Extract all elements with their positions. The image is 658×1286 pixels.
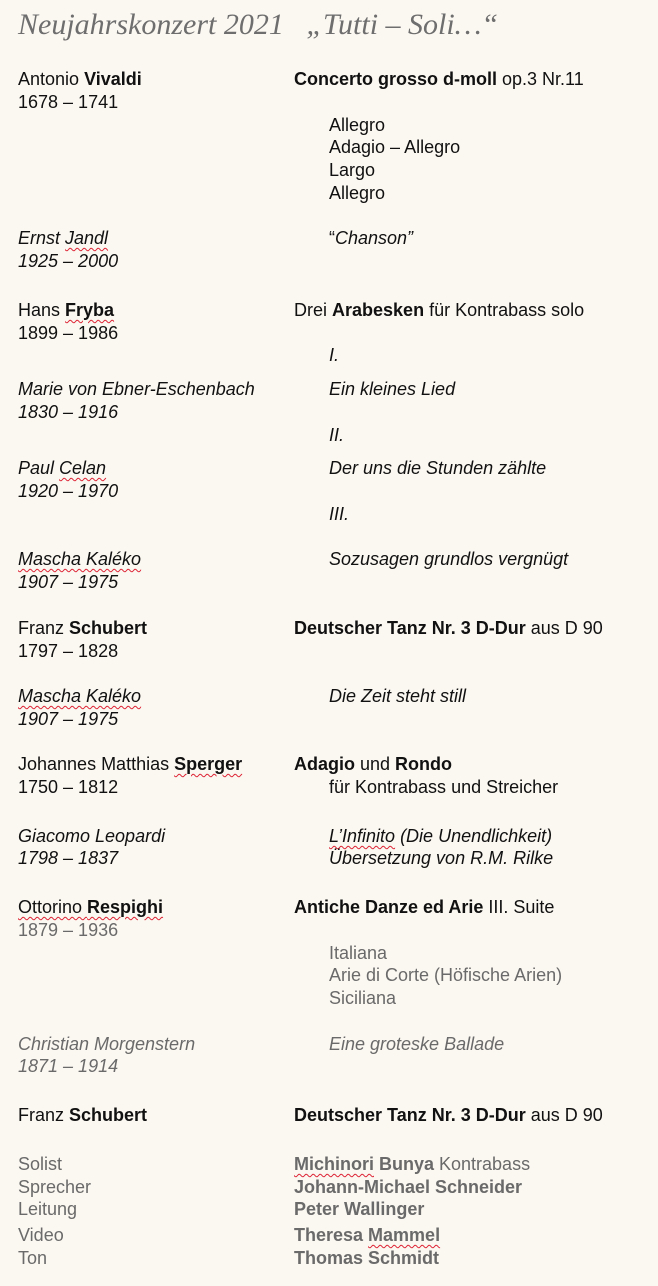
credit-label-leitung: Leitung xyxy=(18,1199,78,1219)
credit-label-video: Video xyxy=(18,1225,64,1245)
movement: Allegro xyxy=(329,115,386,135)
poem-translation: Übersetzung von R.M. Rilke xyxy=(329,848,554,868)
poem-groteske-ballade: Eine groteske Ballade xyxy=(329,1034,505,1054)
poet-leopardi-dates: 1798 – 1837 xyxy=(18,848,119,868)
poet-morgenstern: Christian Morgenstern xyxy=(18,1034,196,1054)
poet-celan-dates: 1920 – 1970 xyxy=(18,481,119,501)
credit-ton: Thomas Schmidt xyxy=(294,1248,440,1268)
credit-leitung: Peter Wallinger xyxy=(294,1199,425,1219)
movement: Arie di Corte (Höfische Arien) xyxy=(329,965,563,985)
composer-schubert: Franz Schubert xyxy=(18,618,148,638)
poem-ein-kleines-lied: Ein kleines Lied xyxy=(329,379,456,399)
work-concerto-grosso: Concerto grosso d-moll op.3 Nr.11 xyxy=(294,69,584,89)
work-deutscher-tanz: Deutscher Tanz Nr. 3 D-Dur aus D 90 xyxy=(294,618,603,638)
poet-ebner-eschenbach: Marie von Ebner-Eschenbach xyxy=(18,379,255,399)
movement: I. xyxy=(329,345,340,365)
poem-infinito: L’Infinito (Die Unendlichkeit) xyxy=(329,826,553,846)
poet-jandl: Ernst Jandl xyxy=(18,228,109,248)
movement: Italiana xyxy=(329,943,388,963)
poet-kaleko: Mascha Kaléko xyxy=(18,686,142,706)
poet-jandl-dates: 1925 – 2000 xyxy=(18,251,119,271)
movement: Adagio – Allegro xyxy=(329,137,461,157)
composer-vivaldi-dates: 1678 – 1741 xyxy=(18,92,119,112)
composer-vivaldi: Antonio Vivaldi xyxy=(18,69,142,89)
work-subtitle: für Kontrabass und Streicher xyxy=(329,777,559,797)
poet-kaleko: Mascha Kaléko xyxy=(18,549,142,569)
work-deutscher-tanz: Deutscher Tanz Nr. 3 D-Dur aus D 90 xyxy=(294,1105,603,1125)
poet-morgenstern-dates: 1871 – 1914 xyxy=(18,1056,119,1076)
movement: Allegro xyxy=(329,183,386,203)
composer-fryba-dates: 1899 – 1986 xyxy=(18,323,119,343)
credit-label-sprecher: Sprecher xyxy=(18,1177,92,1197)
poem-die-zeit-steht-still: Die Zeit steht still xyxy=(329,686,467,706)
composer-respighi-dates: 1879 – 1936 xyxy=(18,920,119,940)
composer-fryba: Hans Fryba xyxy=(18,300,115,320)
poet-ebner-eschenbach-dates: 1830 – 1916 xyxy=(18,402,119,422)
poet-kaleko-dates: 1907 – 1975 xyxy=(18,709,119,729)
movement: Largo xyxy=(329,160,376,180)
movement: III. xyxy=(329,504,350,524)
poem-sozusagen: Sozusagen grundlos vergnügt xyxy=(329,549,569,569)
credit-label-solist: Solist xyxy=(18,1154,63,1174)
work-antiche-danze: Antiche Danze ed Arie III. Suite xyxy=(294,897,555,917)
poem-der-uns-die-stunden: Der uns die Stunden zählte xyxy=(329,458,547,478)
page-title: Neujahrskonzert 2021 „Tutti – Soli…“ xyxy=(18,8,499,41)
credit-solist: Michinori Bunya Kontrabass xyxy=(294,1154,531,1174)
poet-leopardi: Giacomo Leopardi xyxy=(18,826,166,846)
poem-chanson: “Chanson” xyxy=(329,228,414,248)
credit-video: Theresa Mammel xyxy=(294,1225,441,1245)
credit-sprecher: Johann-Michael Schneider xyxy=(294,1177,523,1197)
composer-sperger: Johannes Matthias Sperger xyxy=(18,754,243,774)
poet-celan: Paul Celan xyxy=(18,458,107,478)
work-adagio-rondo: Adagio und Rondo xyxy=(294,754,453,774)
movement: Siciliana xyxy=(329,988,397,1008)
composer-sperger-dates: 1750 – 1812 xyxy=(18,777,119,797)
composer-schubert: Franz Schubert xyxy=(18,1105,148,1125)
composer-schubert-dates: 1797 – 1828 xyxy=(18,641,119,661)
poet-kaleko-dates: 1907 – 1975 xyxy=(18,572,119,592)
credit-label-ton: Ton xyxy=(18,1248,48,1268)
work-arabesken: Drei Arabesken für Kontrabass solo xyxy=(294,300,585,320)
composer-respighi: Ottorino Respighi xyxy=(18,897,164,917)
movement: II. xyxy=(329,425,345,445)
